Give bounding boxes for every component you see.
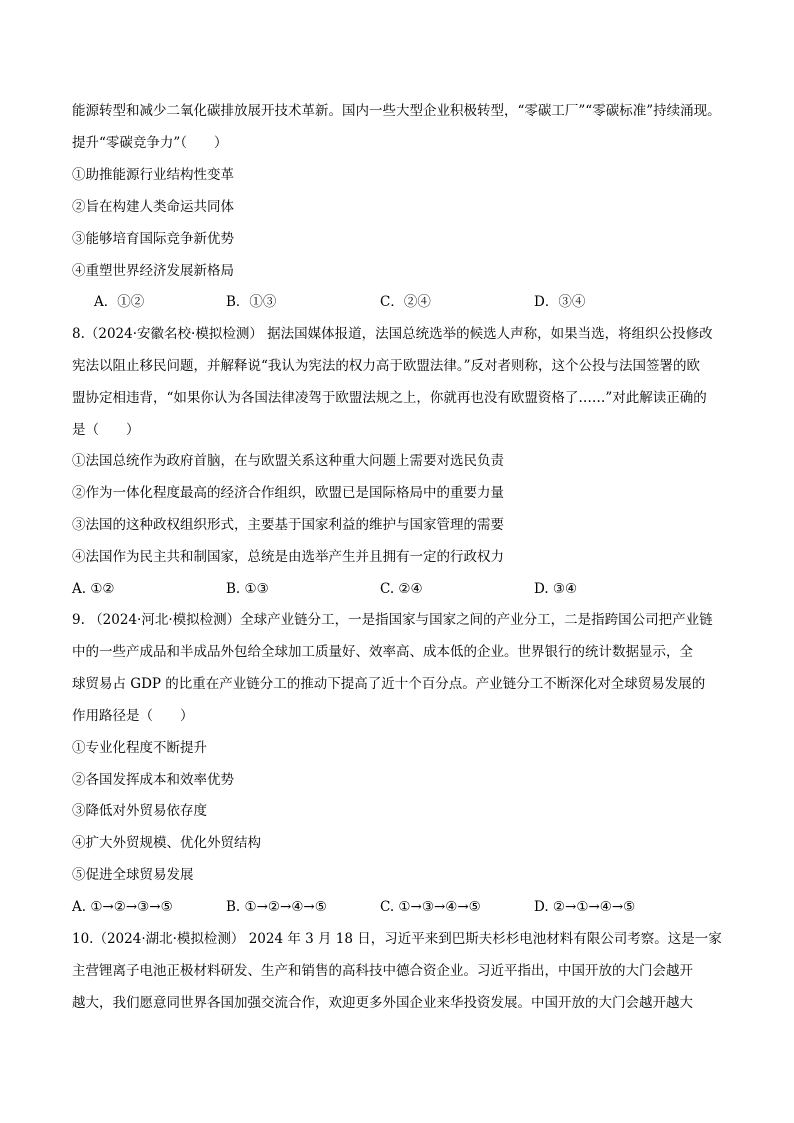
q7-stem-line: 提升“零碳竞争力”（ ） — [72, 135, 228, 151]
q7-statement: ③能够培育国际竞争新优势 — [72, 231, 234, 247]
option-d: D. ③④ — [534, 581, 578, 597]
q7-statement: ①助推能源行业结构性变革 — [72, 167, 234, 183]
q7-options — [72, 292, 732, 312]
q9-stem-line: 球贸易占 GDP 的比重在产业链分工的推动下提高了近十个百分点。产业链分工不断深化对全球贸易发展的 — [72, 676, 706, 692]
q8-statement: ②作为一体化程度最高的经济合作组织，欧盟已是国际格局中的重要力量 — [72, 485, 504, 501]
q8-stem-line: 盟协定相违背，“如果你认为各国法律凌驾于欧盟法规之上，你就再也没有欧盟资格了……”对此解读正确的 — [72, 390, 707, 406]
option-c: C. ①→③→④→⑤ — [380, 899, 481, 915]
q7-statement: ④重塑世界经济发展新格局 — [72, 263, 234, 279]
option-c: C．②④ — [380, 294, 431, 310]
option-b: B．①③ — [226, 294, 277, 310]
q8-statement: ④法国作为民主共和制国家，总统是由选举产生并且拥有一定的行政权力 — [72, 549, 504, 565]
q9-stem-line: 9. （2024·河北·模拟检测）全球产业链分工，一是指国家与国家之间的产业分工，二是指跨国公司把产业链 — [72, 612, 713, 628]
option-b: B. ①→②→④→⑤ — [226, 899, 327, 915]
q10-stem-line: 主营锂离子电池正极材料研发、生产和销售的高科技中德合资企业。习近平指出，中国开放的大门会越开 — [72, 963, 693, 979]
option-c: C. ②④ — [380, 581, 423, 597]
q7-statement: ②旨在构建人类命运共同体 — [72, 199, 234, 215]
q8-statement: ①法国总统作为政府首脑，在与欧盟关系这种重大问题上需要对选民负责 — [72, 453, 504, 469]
option-a: A．①② — [94, 294, 145, 310]
q9-statement: ④扩大外贸规模、优化外贸结构 — [72, 835, 261, 851]
q10-stem-line: 越大，我们愿意同世界各国加强交流合作，欢迎更多外国企业来华投资发展。中国开放的大门会越开越大 — [72, 995, 693, 1011]
q8-statement: ③法国的这种政权组织形式，主要基于国家利益的维护与国家管理的需要 — [72, 517, 504, 533]
q8-stem-line: 8.（2024·安徽名校·模拟检测） 据法国媒体报道，法国总统选举的候选人声称，如果当选，将组织公投修改 — [72, 326, 713, 342]
q8-stem-line: 是（ ） — [72, 422, 140, 438]
option-b: B. ①③ — [226, 581, 269, 597]
q8-stem-line: 宪法以阻止移民问题，并解释说“我认为宪法的权力高于欧盟法律。”反对者则称，这个公投与法国签署的欧 — [72, 358, 701, 374]
q8-options — [72, 579, 732, 599]
q9-stem-line: 中的一些产成品和半成品外包给全球加工质量好、效率高、成本低的企业。世界银行的统计数据显示，全 — [72, 644, 693, 660]
option-a: A. ①→②→③→⑤ — [72, 899, 173, 915]
q9-options — [72, 897, 732, 917]
q9-statement: ⑤促进全球贸易发展 — [72, 867, 194, 883]
option-d: D．③④ — [534, 294, 586, 310]
q9-statement: ①专业化程度不断提升 — [72, 740, 207, 756]
q7-stem-line: 能源转型和减少二氧化碳排放展开技术革新。国内一些大型企业积极转型，“零碳工厂”“零碳标准”持续涌现。 — [72, 103, 721, 119]
option-a: A. ①② — [72, 581, 115, 597]
q9-statement: ②各国发挥成本和效率优势 — [72, 772, 234, 788]
q9-statement: ③降低对外贸易依存度 — [72, 803, 207, 819]
q10-stem-line: 10.（2024·湖北·模拟检测） 2024 年 3 月 18 日，习近平来到巴斯夫杉杉电池材料有限公司考察。这是一家 — [72, 931, 722, 947]
option-d: D. ②→①→④→⑤ — [534, 899, 636, 915]
q9-stem-line: 作用路径是（ ） — [72, 708, 194, 724]
